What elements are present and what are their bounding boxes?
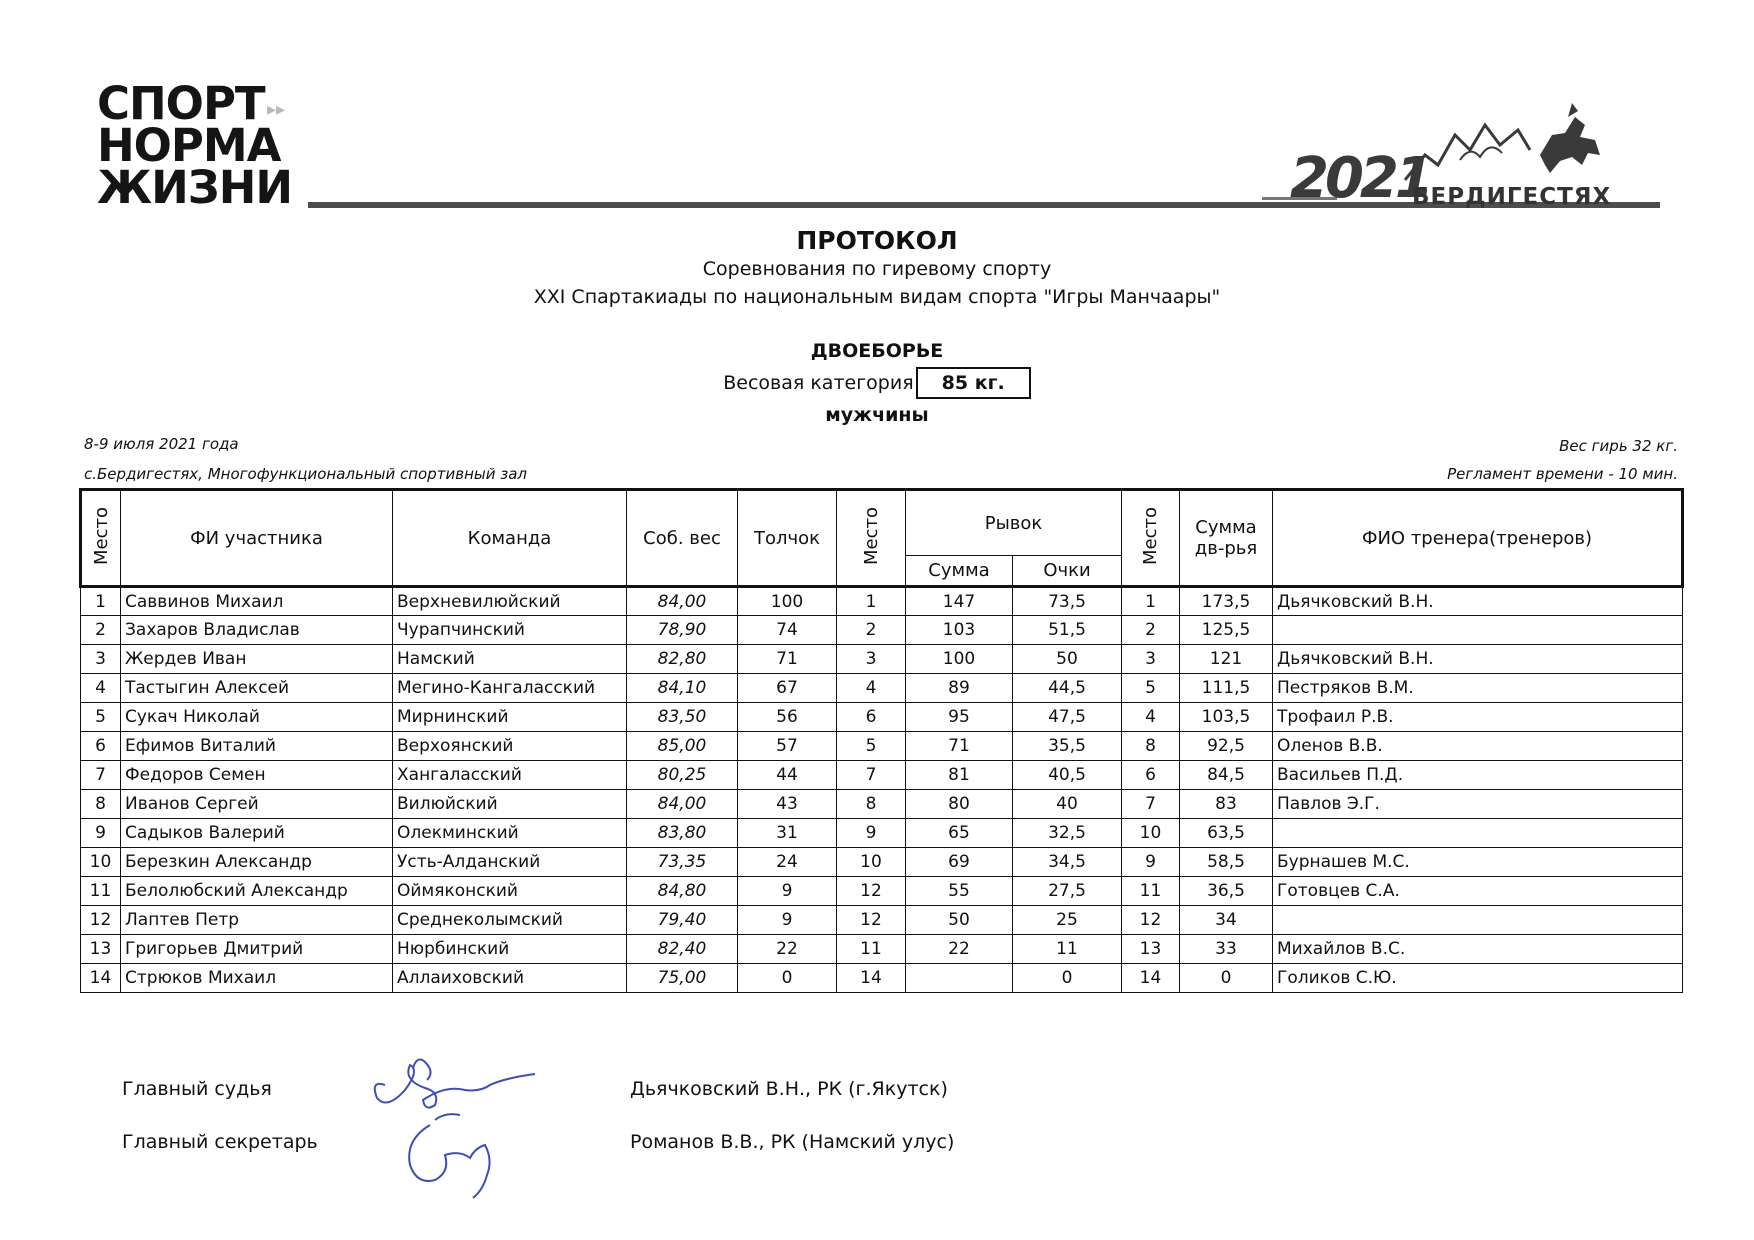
- row-coach: Оленов В.В.: [1273, 732, 1683, 761]
- row-team: Верхневилюйский: [393, 587, 627, 616]
- time-limit: Регламент времени - 10 мин.: [1447, 465, 1678, 483]
- row-place: 8: [81, 790, 121, 819]
- row-snatch-points: 0: [1013, 964, 1122, 993]
- row-place: 5: [81, 703, 121, 732]
- row-snatch-sum: 80: [906, 790, 1013, 819]
- row-total-place: 9: [1122, 848, 1180, 877]
- row-push: 9: [738, 877, 837, 906]
- table-row: [81, 616, 1683, 645]
- row-body-weight: 84,80: [627, 877, 738, 906]
- row-total: 0: [1180, 964, 1273, 993]
- table-row: [81, 935, 1683, 964]
- row-total: 103,5: [1180, 703, 1273, 732]
- row-snatch-points: 50: [1013, 645, 1122, 674]
- row-push-place: 12: [837, 906, 906, 935]
- row-total: 125,5: [1180, 616, 1273, 645]
- row-coach: Голиков С.Ю.: [1273, 964, 1683, 993]
- row-total-place: 10: [1122, 819, 1180, 848]
- row-team: Вилюйский: [393, 790, 627, 819]
- header-total: [1180, 490, 1273, 587]
- event-venue: с.Бердигестях, Многофункциональный спортивный зал: [84, 465, 527, 483]
- row-total: 63,5: [1180, 819, 1273, 848]
- row-body-weight: 83,50: [627, 703, 738, 732]
- row-total: 173,5: [1180, 587, 1273, 616]
- row-place: 7: [81, 761, 121, 790]
- row-place: 14: [81, 964, 121, 993]
- event-name: ДВОЕБОРЬЕ: [810, 340, 944, 362]
- row-team: Олекминский: [393, 819, 627, 848]
- header-place: Место: [81, 490, 121, 587]
- event-date: 8-9 июля 2021 года: [84, 435, 239, 453]
- row-push-place: 11: [837, 935, 906, 964]
- table-row: [81, 732, 1683, 761]
- row-body-weight: 82,40: [627, 935, 738, 964]
- row-snatch-points: 44,5: [1013, 674, 1122, 703]
- table-row: [81, 674, 1683, 703]
- kettlebell-weight: Вес гирь 32 кг.: [1559, 437, 1678, 455]
- row-name: Сукач Николай: [121, 703, 393, 732]
- row-team: Нюрбинский: [393, 935, 627, 964]
- row-body-weight: 80,25: [627, 761, 738, 790]
- logo-line-1: СПОРТ: [97, 77, 265, 130]
- row-coach: [1273, 616, 1683, 645]
- row-team: Среднеколымский: [393, 906, 627, 935]
- row-total-place: 7: [1122, 790, 1180, 819]
- row-coach: Трофаил Р.В.: [1273, 703, 1683, 732]
- row-push: 100: [738, 587, 837, 616]
- row-body-weight: 83,80: [627, 819, 738, 848]
- row-total-place: 13: [1122, 935, 1180, 964]
- row-total-place: 1: [1122, 587, 1180, 616]
- header-snatch: Рывок: [906, 490, 1122, 556]
- mountain-rider-icon: [1400, 95, 1620, 195]
- row-body-weight: 75,00: [627, 964, 738, 993]
- row-snatch-sum: [906, 964, 1013, 993]
- row-body-weight: 73,35: [627, 848, 738, 877]
- header-total-place: Место: [1122, 490, 1180, 587]
- row-team: Хангаласский: [393, 761, 627, 790]
- row-total: 33: [1180, 935, 1273, 964]
- row-snatch-points: 34,5: [1013, 848, 1122, 877]
- row-snatch-sum: 50: [906, 906, 1013, 935]
- handwritten-signatures: [365, 1050, 555, 1200]
- row-snatch-sum: 55: [906, 877, 1013, 906]
- row-push: 24: [738, 848, 837, 877]
- row-name: Саввинов Михаил: [121, 587, 393, 616]
- header-total-line1: Сумма: [1195, 517, 1257, 538]
- row-snatch-sum: 95: [906, 703, 1013, 732]
- row-snatch-sum: 103: [906, 616, 1013, 645]
- chief-judge-label: Главный судья: [122, 1078, 272, 1100]
- row-name: Стрюков Михаил: [121, 964, 393, 993]
- row-push: 71: [738, 645, 837, 674]
- logo-arrow-icon: ▸▸: [267, 99, 286, 120]
- row-name: Лаптев Петр: [121, 906, 393, 935]
- row-snatch-points: 40: [1013, 790, 1122, 819]
- header-name: ФИ участника: [121, 490, 393, 587]
- table-row: [81, 645, 1683, 674]
- row-team: Мегино-Кангаласский: [393, 674, 627, 703]
- row-place: 12: [81, 906, 121, 935]
- row-push-place: 12: [837, 877, 906, 906]
- row-total-place: 8: [1122, 732, 1180, 761]
- table-row: [81, 877, 1683, 906]
- row-push: 74: [738, 616, 837, 645]
- row-total-place: 11: [1122, 877, 1180, 906]
- row-snatch-sum: 71: [906, 732, 1013, 761]
- table-row: [81, 906, 1683, 935]
- row-snatch-sum: 65: [906, 819, 1013, 848]
- row-push-place: 4: [837, 674, 906, 703]
- row-body-weight: 78,90: [627, 616, 738, 645]
- row-name: Садыков Валерий: [121, 819, 393, 848]
- row-snatch-sum: 22: [906, 935, 1013, 964]
- row-coach: [1273, 819, 1683, 848]
- row-team: Намский: [393, 645, 627, 674]
- chief-judge-name: Дьячковский В.Н., РК (г.Якутск): [630, 1078, 948, 1100]
- row-snatch-points: 47,5: [1013, 703, 1122, 732]
- chief-secretary-label: Главный секретарь: [122, 1131, 318, 1153]
- row-name: Ефимов Виталий: [121, 732, 393, 761]
- row-team: Чурапчинский: [393, 616, 627, 645]
- header-push-place: Место: [837, 490, 906, 587]
- row-push: 31: [738, 819, 837, 848]
- row-push-place: 14: [837, 964, 906, 993]
- row-push-place: 10: [837, 848, 906, 877]
- weight-category-label: Весовая категория: [723, 372, 914, 394]
- row-push-place: 9: [837, 819, 906, 848]
- row-push: 9: [738, 906, 837, 935]
- row-push: 44: [738, 761, 837, 790]
- row-snatch-points: 35,5: [1013, 732, 1122, 761]
- row-snatch-points: 27,5: [1013, 877, 1122, 906]
- logo-line-2: НОРМА: [97, 119, 281, 172]
- row-total-place: 2: [1122, 616, 1180, 645]
- row-snatch-sum: 147: [906, 587, 1013, 616]
- row-team: Аллаиховский: [393, 964, 627, 993]
- row-total: 121: [1180, 645, 1273, 674]
- table-row: [81, 790, 1683, 819]
- table-header: [81, 490, 1683, 587]
- gender-label: мужчины: [825, 404, 929, 426]
- row-push: 56: [738, 703, 837, 732]
- row-name: Захаров Владислав: [121, 616, 393, 645]
- row-coach: Бурнашев М.С.: [1273, 848, 1683, 877]
- row-body-weight: 84,00: [627, 587, 738, 616]
- row-snatch-points: 51,5: [1013, 616, 1122, 645]
- row-total: 84,5: [1180, 761, 1273, 790]
- sport-norma-logo: [97, 77, 293, 214]
- logo-place-name: БЕРДИГЕСТЯХ: [1412, 184, 1612, 210]
- row-body-weight: 84,00: [627, 790, 738, 819]
- row-name: Федоров Семен: [121, 761, 393, 790]
- row-team: Оймяконский: [393, 877, 627, 906]
- row-push: 22: [738, 935, 837, 964]
- header-body-weight: Соб. вес: [627, 490, 738, 587]
- row-snatch-sum: 69: [906, 848, 1013, 877]
- row-total-place: 6: [1122, 761, 1180, 790]
- spartakiad-subtitle: XXI Спартакиады по национальным видам спорта "Игры Манчаары": [533, 286, 1221, 308]
- row-snatch-points: 25: [1013, 906, 1122, 935]
- header-snatch-sum: Сумма: [906, 556, 1013, 587]
- table-row: [81, 848, 1683, 877]
- row-body-weight: 84,10: [627, 674, 738, 703]
- row-coach: [1273, 906, 1683, 935]
- weight-category-row: [0, 367, 1754, 399]
- row-total-place: 4: [1122, 703, 1180, 732]
- row-name: Березкин Александр: [121, 848, 393, 877]
- header-snatch-points: Очки: [1013, 556, 1122, 587]
- row-push-place: 6: [837, 703, 906, 732]
- row-team: Усть-Алданский: [393, 848, 627, 877]
- row-push: 0: [738, 964, 837, 993]
- row-push-place: 1: [837, 587, 906, 616]
- row-place: 4: [81, 674, 121, 703]
- row-total-place: 12: [1122, 906, 1180, 935]
- table-row: [81, 587, 1683, 616]
- row-coach: Михайлов В.С.: [1273, 935, 1683, 964]
- row-name: Жердев Иван: [121, 645, 393, 674]
- row-total: 36,5: [1180, 877, 1273, 906]
- protocol-title: ПРОТОКОЛ: [796, 226, 958, 255]
- row-coach: Дьячковский В.Н.: [1273, 645, 1683, 674]
- row-push-place: 5: [837, 732, 906, 761]
- row-coach: Павлов Э.Г.: [1273, 790, 1683, 819]
- row-place: 3: [81, 645, 121, 674]
- weight-category-value: 85 кг.: [916, 367, 1031, 399]
- row-name: Григорьев Дмитрий: [121, 935, 393, 964]
- row-push-place: 2: [837, 616, 906, 645]
- row-snatch-points: 40,5: [1013, 761, 1122, 790]
- row-body-weight: 85,00: [627, 732, 738, 761]
- row-total: 111,5: [1180, 674, 1273, 703]
- row-place: 2: [81, 616, 121, 645]
- row-push: 43: [738, 790, 837, 819]
- table-row: [81, 964, 1683, 993]
- row-place: 6: [81, 732, 121, 761]
- row-total: 34: [1180, 906, 1273, 935]
- header-total-line2: дв-рья: [1194, 538, 1258, 559]
- header-team: Команда: [393, 490, 627, 587]
- row-body-weight: 82,80: [627, 645, 738, 674]
- row-coach: Дьячковский В.Н.: [1273, 587, 1683, 616]
- row-place: 11: [81, 877, 121, 906]
- row-total: 58,5: [1180, 848, 1273, 877]
- row-place: 13: [81, 935, 121, 964]
- row-push-place: 7: [837, 761, 906, 790]
- row-coach: Васильев П.Д.: [1273, 761, 1683, 790]
- row-body-weight: 79,40: [627, 906, 738, 935]
- logo-year: 2021: [1290, 146, 1430, 211]
- row-coach: Готовцев С.А.: [1273, 877, 1683, 906]
- row-total-place: 5: [1122, 674, 1180, 703]
- row-name: Белолюбский Александр: [121, 877, 393, 906]
- logo-line-3: ЖИЗНИ: [97, 161, 293, 214]
- competition-subtitle: Соревнования по гиревому спорту: [702, 258, 1052, 280]
- row-snatch-points: 32,5: [1013, 819, 1122, 848]
- header-coach: ФИО тренера(тренеров): [1273, 490, 1683, 587]
- row-name: Иванов Сергей: [121, 790, 393, 819]
- row-place: 1: [81, 587, 121, 616]
- table-row: [81, 819, 1683, 848]
- row-team: Мирнинский: [393, 703, 627, 732]
- row-push-place: 8: [837, 790, 906, 819]
- table-body: [81, 587, 1683, 993]
- row-push: 57: [738, 732, 837, 761]
- row-place: 10: [81, 848, 121, 877]
- row-coach: Пестряков В.М.: [1273, 674, 1683, 703]
- row-snatch-points: 11: [1013, 935, 1122, 964]
- row-name: Тастыгин Алексей: [121, 674, 393, 703]
- row-push: 67: [738, 674, 837, 703]
- chief-secretary-name: Романов В.В., РК (Намский улус): [630, 1131, 955, 1153]
- row-snatch-sum: 81: [906, 761, 1013, 790]
- header-push: Толчок: [738, 490, 837, 587]
- row-team: Верхоянский: [393, 732, 627, 761]
- table-row: [81, 761, 1683, 790]
- row-snatch-sum: 100: [906, 645, 1013, 674]
- row-snatch-sum: 89: [906, 674, 1013, 703]
- row-total-place: 14: [1122, 964, 1180, 993]
- table-row: [81, 703, 1683, 732]
- row-push-place: 3: [837, 645, 906, 674]
- results-table: [79, 488, 1684, 993]
- row-place: 9: [81, 819, 121, 848]
- row-total: 92,5: [1180, 732, 1273, 761]
- row-total: 83: [1180, 790, 1273, 819]
- row-snatch-points: 73,5: [1013, 587, 1122, 616]
- row-total-place: 3: [1122, 645, 1180, 674]
